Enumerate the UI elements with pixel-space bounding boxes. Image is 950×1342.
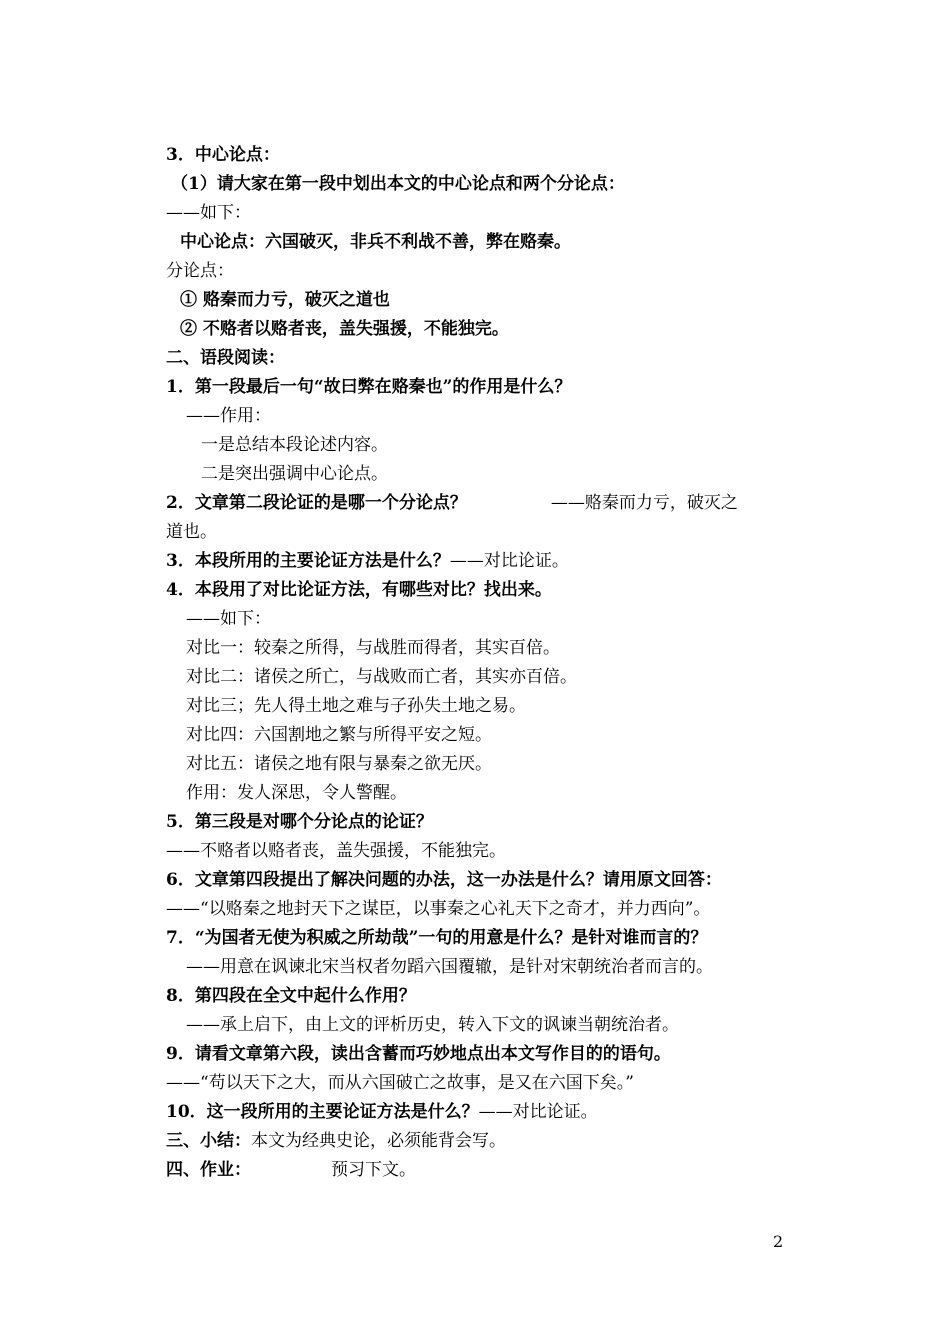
answer-text: ——“苟以天下之大，而从六国破亡之故事，是又在六国下矣。” [166, 1073, 634, 1093]
answer-text: ——用意在讽谏北宋当权者勿蹈六国覆辙，是针对宋朝统治者而言的。 [186, 957, 713, 977]
document-body [166, 141, 790, 1185]
answer-text: ——赂秦而力亏，破灭之 [550, 493, 738, 513]
question: 4．本段用了对比论证方法，有哪些对比？找出来。 [166, 580, 552, 600]
question-text: 10．这一段所用的主要论证方法是什么？ [166, 1102, 479, 1122]
section-heading: 四、作业： [166, 1160, 251, 1180]
question-text: 2．文章第二段论证的是哪一个分论点？ [166, 493, 467, 513]
answer-text: 作用：发人深思，令人警醒。 [186, 783, 407, 803]
contrast-item: 对比三；先人得土地之难与子孙失土地之易。 [186, 696, 526, 716]
section-homework [166, 1156, 790, 1185]
question: 8．第四段在全文中起什么作用？ [166, 986, 416, 1006]
question-with-answer [166, 489, 790, 518]
answer-text: 一是总结本段论述内容。 [201, 435, 388, 455]
contrast-item: 对比五：诸侯之地有限与暴秦之欲无厌。 [186, 754, 492, 774]
question: 6．文章第四段提出了解决问题的办法，这一办法是什么？请用原文回答： [166, 870, 722, 890]
answer-text: ——承上启下，由上文的评析历史，转入下文的讽谏当朝统治者。 [186, 1015, 679, 1035]
answer-continued: 道也。 [166, 522, 217, 542]
summary-text: 本文为经典史论，必须能背会写。 [251, 1131, 506, 1151]
answer-text: ——对比论证。 [449, 551, 569, 571]
question-with-answer [166, 1098, 790, 1127]
sub-thesis-item: ② 不赂者以赂者丧，盖失强援，不能独完。 [180, 319, 509, 339]
answer-text: ——对比论证。 [478, 1102, 598, 1122]
answer-text: ——“以赂秦之地封天下之谋臣，以事秦之心礼天下之奇才，并力西向”。 [166, 899, 711, 919]
contrast-item: 对比一：较秦之所得，与战胜而得者，其实百倍。 [186, 638, 560, 658]
section-summary [166, 1127, 790, 1156]
section-heading: 二、语段阅读： [166, 348, 285, 368]
question: 9．请看文章第六段，读出含蓄而巧妙地点出本文写作目的的语句。 [166, 1044, 671, 1064]
contrast-item: 对比四：六国割地之繁与所得平安之短。 [186, 725, 492, 745]
central-thesis: 中心论点：六国破灭，非兵不利战不善，弊在赂秦。 [180, 232, 571, 252]
question-with-answer [166, 547, 790, 576]
question: 5．第三段是对哪个分论点的论证？ [166, 812, 433, 832]
question: 7．“为国者无使为积威之所劫哉”一句的用意是什么？是针对谁而言的？ [166, 928, 708, 948]
answer-text: 二是突出强调中心论点。 [201, 464, 388, 484]
answer-intro: ——如下： [166, 203, 251, 223]
homework-text: 预习下文。 [331, 1160, 416, 1180]
question: 1．第一段最后一句“故曰弊在赂秦也”的作用是什么？ [166, 377, 572, 397]
question: （1）请大家在第一段中划出本文的中心论点和两个分论点： [171, 174, 625, 194]
sub-thesis-item: ① 赂秦而力亏，破灭之道也 [180, 290, 390, 310]
section-heading: 三、小结： [166, 1131, 251, 1151]
answer-intro: ——如下： [186, 609, 271, 629]
question-text: 3．本段所用的主要论证方法是什么？ [166, 551, 450, 571]
page-number: 2 [773, 1232, 784, 1251]
sub-thesis-label: 分论点： [166, 261, 234, 281]
answer-intro: ——作用： [186, 406, 271, 426]
answer-text: ——不赂者以赂者丧，盖失强援，不能独完。 [166, 841, 506, 861]
contrast-item: 对比二：诸侯之所亡，与战败而亡者，其实亦百倍。 [186, 667, 577, 687]
section-heading: 3．中心论点： [166, 145, 280, 165]
